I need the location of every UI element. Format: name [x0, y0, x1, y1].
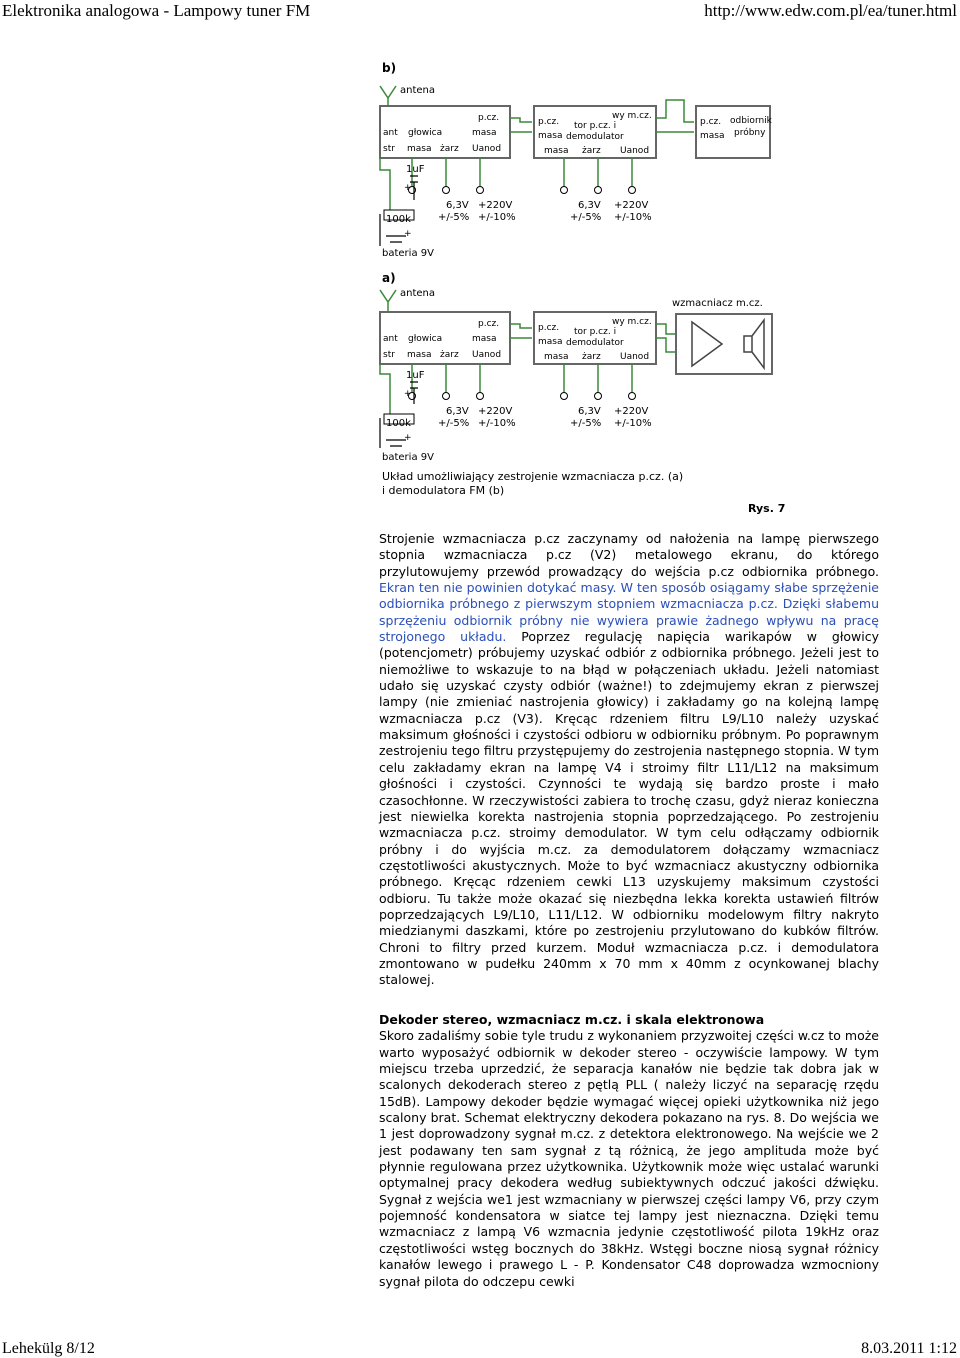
v220-b2: +220V [614, 200, 649, 211]
head-b-masa2: masa [407, 144, 432, 154]
section-text: Skoro zadaliśmy sobie tyle trudu z wykonaniem przyzwoitej części w.cz to może warto wyposażyć odbiornik w dekoder stereo - oczywiście lampowy. W tym miejscu trzeba uprzedzić, że separacja kanałów nie będzie tak dobra jak w scalonych dekoderach stereo z pętlą PLL ( należy liczyć na separację rzędu 15dB). Lampowy dekoder będzie wymagać więcej opieki użytkownika niż jego scalony brat. Schemat elektryczny dekodera pokazano na rys. 8. Do wejścia we 1 jest doprowadzony sygnał m.cz. z detektora elektronowego. Na wejście we 2 jest podawany ten sam sygnał z tą różnicą, że jego amplituda może być płynnie regulowana przez użytkownika. Użytkownik może więc ustalać warunki optymalnej pracy dekodera według subiektywnych odczuć jakości dźwięku. Sygnał z wejścia we1 jest wzmacniany w pierwszej części lampy V6, przy czym pojemność kondensatora w siatce tej lampy jest nieznaczna. Dzięki temu wzmacniacz z lampą V6 wzmacnia jedynie częstotliwość pilota 19kHz oraz częstotliwości wstęg bocznych do 38kHz. Wstęgi boczne niosą sygnał różnicy kanałów lewego i prawego L - P. Kondensator C48 doprowadza wzmocniony sygnał pilota do odczepu cewki [379, 1028, 879, 1289]
head-b-zarz: żarz [440, 144, 459, 154]
footer-page: Lehekülg 8/12 [2, 1340, 95, 1357]
v63-b1: 6,3V [446, 200, 469, 211]
tol10-a1: +/-10% [478, 418, 516, 429]
pot-b: 100k [386, 214, 411, 225]
tol5-b1: +/-5% [438, 212, 470, 223]
head-a-pcz: p.cz. [478, 319, 500, 329]
antenna-b-label: antena [400, 85, 436, 96]
svg-text:+: + [404, 229, 412, 239]
antenna-a-label: antena [400, 288, 436, 299]
footer-date: 8.03.2011 1:12 [861, 1340, 957, 1357]
page-footer [0, 1340, 960, 1358]
test-b-masa: masa [700, 131, 725, 141]
demod-a-demodulator: demodulator [566, 338, 624, 348]
paragraph-text-2: Poprzez regulację napięcia warikapów w głowicy (potencjometr) próbujemy uzyskać odbiór z odbiornika próbnego. Jeżeli jest to niemożliwe to wskazuje to na błąd w połączeniach układu. Jeżeli natomiast udało się uzyskać czysty odbiór (ważne!) to zdejmujemy ekran z pierwszej lampy (nie zmieniać nastrojenia głowicy) i zakładamy go na kolejną lampę wzmacniacza p.cz (V3). Kręcąc rdzeniem filtru L9/L10 należy uzyskać maksimum głośności i czystości odbioru w odbiorniku próbnym. Po poprawnym zestrojeniu tego filtru przystępujemy do zestrojenia następnego stopnia. W tym celu zakładamy ekran na lampę V4 i stroimy filtr L11/L12 na maksimum głośności i czystości. Czynności te wydają się bardzo proste i mało czasochłonne. W rzeczywistości zabiera to trochę czasu, gdyż nieraz konieczna jest niewielka korekta nastrojenia stopnia poprzedzającego. Po zestrojeniu wzmacniacza p.cz. stroimy demodulator. W tym celu odłączamy odbiornik próbny i do wyjścia m.cz. za demodulatorem dołączamy wzmacniacz częstotliwości akustycznych. Może to być wzmacniacz akustyczny odbiornika próbnego. Kręcąc rdzeniem cewki L13 uzyskujemy maksimum czystości odbioru. Tu także może okazać się niezbędna lekka korekta ustawień filtrów poprzedzających L9/L10, L11/L12. W odbiorniku modelowym filtry nakryto miedzianymi daszkami, które po zestrojeniu przylutowano do kubków filtrów. Chroni to filtry przed kurzem. Moduł wzmacniacza p.cz. i demodulatora zmontowano w pudełku 240mm x 70 mm x 40mm z ocynkowanej blachy stalowej. [379, 629, 879, 988]
label-a: a) [382, 271, 396, 285]
head-a-glowica: głowica [408, 334, 443, 344]
demod-b-uanod: Uanod [620, 146, 650, 156]
section-dekoder [379, 1012, 879, 1290]
caption-line2: i demodulatora FM (b) [382, 484, 505, 497]
demod-a-uanod: Uanod [620, 352, 650, 362]
head-a-uanod: Uanod [472, 350, 502, 360]
tol10-a2: +/-10% [614, 418, 652, 429]
tol10-b2: +/-10% [614, 212, 652, 223]
head-a-str: str [383, 350, 395, 360]
head-a-masa: masa [472, 334, 497, 344]
svg-text:+: + [404, 183, 412, 193]
battery-b: bateria 9V [382, 248, 434, 259]
label-b: b) [382, 61, 397, 75]
tol5-a2: +/-5% [570, 418, 602, 429]
figure-number: Rys. 7 [748, 502, 786, 515]
head-b-masa: masa [472, 128, 497, 138]
v63-b2: 6,3V [578, 200, 601, 211]
demod-b-masa2: masa [544, 146, 569, 156]
pot-a: 100k [386, 418, 411, 429]
battery-a: bateria 9V [382, 452, 434, 463]
tol10-b1: +/-10% [478, 212, 516, 223]
demod-a-tor: tor p.cz. i [574, 327, 617, 337]
v220-b1: +220V [478, 200, 513, 211]
demod-b-zarz: żarz [582, 146, 601, 156]
paragraph-text-blue: Ekran ten nie powinien dotykać masy. W ten sposób osiągamy słabe sprzężenie odbiornika próbnego z pierwszym stopniem wzmacniacza p.cz. Dzięki słabemu sprzężeniu odbiornik próbny nie wywiera prawie żadnego wpływu na pracę strojonego układu. [379, 580, 879, 645]
demod-b-pcz: p.cz. [538, 117, 560, 127]
demod-b-tor: tor p.cz. i [574, 121, 617, 131]
demod-b-demodulator: demodulator [566, 132, 624, 142]
head-b-ant: ant [383, 128, 398, 138]
demod-a-masa2: masa [544, 352, 569, 362]
demod-a-wymcz: wy m.cz. [612, 317, 652, 327]
v63-a1: 6,3V [446, 406, 469, 417]
header-title: Elektronika analogowa - Lampowy tuner FM [2, 1, 311, 20]
paragraph-text-1: Strojenie wzmacniacza p.cz zaczynamy od nałożenia na lampę pierwszego stopnia wzmacniacza p.cz (V2) metalowego ekranu, do którego przylutowujemy przewód prowadzący do wejścia p.cz odbiornika próbnego. [379, 531, 879, 579]
test-b-pcz: p.cz. [700, 117, 722, 127]
test-b-odbiornik: odbiornik [730, 116, 772, 126]
section-title: Dekoder stereo, wzmacniacz m.cz. i skala elektronowa [379, 1012, 765, 1027]
caption-line1: Układ umożliwiający zestrojenie wzmacniacza p.cz. (a) [382, 470, 684, 483]
v63-a2: 6,3V [578, 406, 601, 417]
svg-text:+: + [404, 433, 412, 443]
header-url: http://www.edw.com.pl/ea/tuner.html [704, 1, 957, 20]
cap-a: 1uF [406, 370, 425, 381]
head-a-masa2: masa [407, 350, 432, 360]
head-a-zarz: żarz [440, 350, 459, 360]
demod-b-masa: masa [538, 131, 563, 141]
page-header [0, 0, 960, 22]
svg-text:+: + [404, 389, 412, 399]
test-b-probny: próbny [734, 128, 766, 138]
v220-a2: +220V [614, 406, 649, 417]
tol5-b2: +/-5% [570, 212, 602, 223]
head-b-uanod: Uanod [472, 144, 502, 154]
head-b-glowica: głowica [408, 128, 443, 138]
demod-a-masa: masa [538, 337, 563, 347]
demod-a-zarz: żarz [582, 352, 601, 362]
head-b-pcz: p.cz. [478, 113, 500, 123]
tol5-a1: +/-5% [438, 418, 470, 429]
demod-b-wymcz: wy m.cz. [612, 111, 652, 121]
paragraph-strojenie [379, 531, 879, 989]
cap-b: 1uF [406, 164, 425, 175]
demod-a-pcz: p.cz. [538, 323, 560, 333]
head-a-ant: ant [383, 334, 398, 344]
amp-label: wzmacniacz m.cz. [672, 298, 763, 309]
figure-rys-7 [366, 50, 806, 520]
head-b-str: str [383, 144, 395, 154]
v220-a1: +220V [478, 406, 513, 417]
